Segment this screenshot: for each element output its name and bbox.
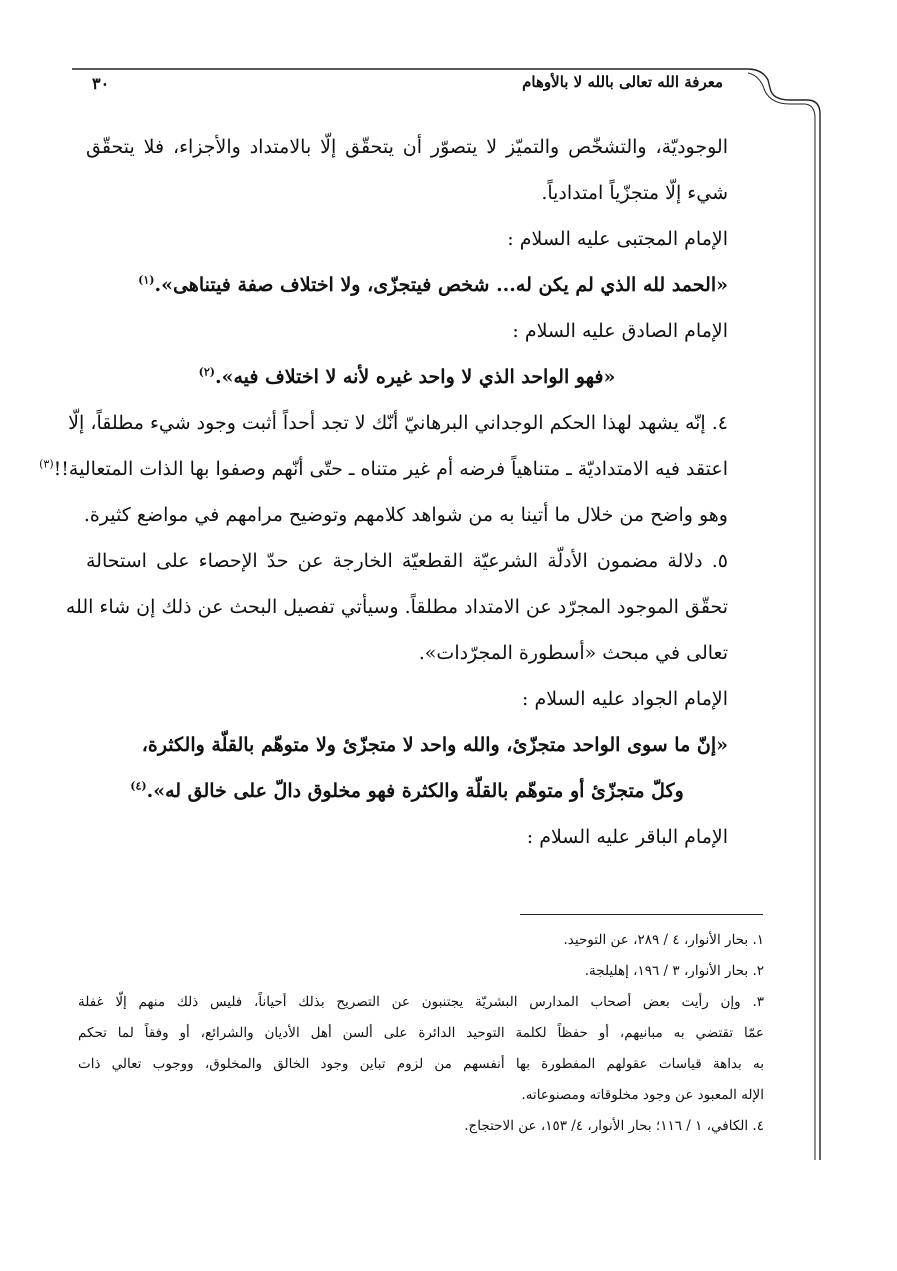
main-text [39, 136, 728, 872]
page-number: ٣٠ [92, 74, 110, 93]
imam-heading: الإمام المجتبى عليه السلام : [507, 228, 728, 250]
hadith-quote: «الحمد لله الذي لم يكن له... شخص فيتجزّى، ولا اختلاف صفة فيتناهى».$^{(١)}$ [138, 273, 728, 296]
footnote-ref: (٢) [198, 365, 215, 379]
footnote: الإله المعبود عن وجود مخلوقاته ومصنوعاته. [521, 1087, 764, 1103]
footnote: ١. بحار الأنوار، ٤ / ٢٨٩، عن التوحيد. [563, 932, 764, 948]
text-line: تعالى في مبحث «أسطورة المجرّدات». [418, 642, 728, 664]
hadith-quote: «فهو الواحد الذي لا واحد غيره لأنه لا اختلاف فيه».$^{(٢)}$ [198, 365, 616, 388]
footnote-ref: (٣) [39, 457, 54, 471]
imam-heading: الإمام الجواد عليه السلام : [522, 688, 728, 710]
text-line: شيء إلّا متجزّياً امتدادياً. [541, 182, 728, 204]
imam-heading: الإمام الصادق عليه السلام : [512, 320, 728, 342]
footnote-divider [520, 914, 763, 915]
footnote: عمّا تقتضي به مبانيهم، أو حفظاً لكلمة التوحيد الدائرة على ألسن أهل الأديان والشرائع، أو وفقاً لما تحكم [78, 1025, 764, 1041]
imam-heading: الإمام الباقر عليه السلام : [526, 826, 728, 848]
text-line: وهو واضح من خلال ما أتينا به من شواهد كلامهم وتوضيح مرامهم في مواضع كثيرة. [83, 504, 728, 526]
hadith-quote: وكلّ متجزّئ أو متوهّم بالقلّة والكثرة فهو مخلوق دالّ على خالق له».$^{(٤)}$ [130, 779, 684, 802]
footnote: به بداهة قياسات عقولهم المفطورة بها أنفسهم من لزوم تباين وجود الخالق والمخلوق، ووجوب تعالي ذات [78, 1056, 764, 1072]
text-line: ٥. دلالة مضمون الأدلّة الشرعيّة القطعيّة الخارجة عن حدّ الإحصاء على استحالة [86, 550, 728, 572]
footnote-ref: (٤) [130, 779, 147, 793]
text-line: ٤. إنّه يشهد لهذا الحكم الوجداني البرهانيّ أنّك لا تجد أحداً أثبت وجود شيء مطلقاً، إلّا [68, 412, 728, 434]
footnote: ٣. وإن رأيت بعض أصحاب المدارس البشريّة يجتنبون عن التصريح بذلك أحياناً، فليس ذلك منهم إلّا غفلة [78, 994, 764, 1010]
text-line: اعتقد فيه الامتداديّة ـ متناهياً فرضه أم غير متناه ـ حتّى أنّهم وصفوا بها الذات المتعالية!!$^{(٣)}$ [39, 457, 728, 480]
footnotes [78, 930, 764, 1147]
hadith-quote: «إنّ ما سوى الواحد متجزّئ، والله واحد لا متجزّئ ولا متوهّم بالقلّة والكثرة، [141, 734, 728, 756]
text-line: الوجوديّة، والتشخّص والتميّز لا يتصوّر أن يتحقّق إلّا بالامتداد والأجزاء، فلا يتحقّق [86, 136, 728, 158]
text-line: تحقّق الموجود المجرّد عن الامتداد مطلقاً. وسيأتي تفصيل البحث عن ذلك إن شاء الله [65, 596, 728, 618]
footnote: ٢. بحار الأنوار، ٣ / ١٩٦، إهليلجة. [584, 963, 764, 979]
footnote-ref: (١) [138, 273, 155, 287]
running-header-title: معرفة الله تعالى بالله لا بالأوهام [522, 73, 723, 91]
footnote: ٤. الكافي، ١ / ١١٦؛ بحار الأنوار، ٤/ ١٥٣، عن الاحتجاج. [464, 1118, 764, 1134]
